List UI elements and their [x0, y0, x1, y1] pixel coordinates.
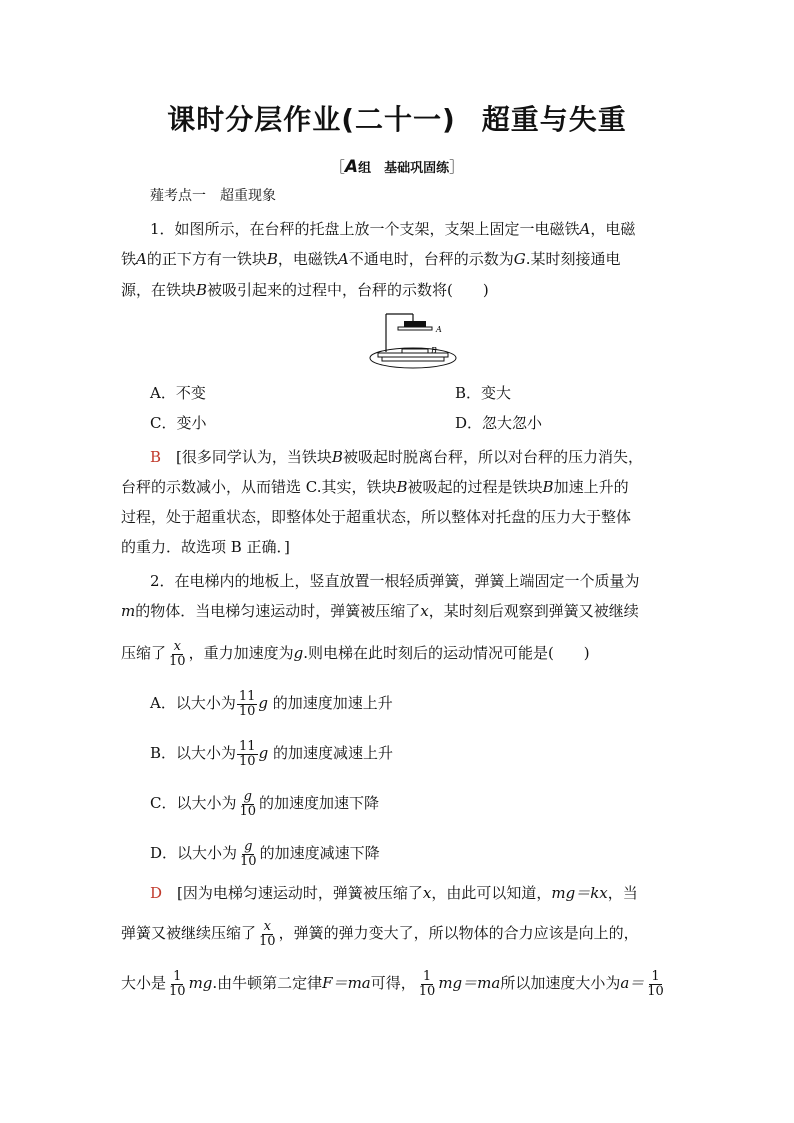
q2-option-d [150, 838, 380, 869]
q2-text: [因为电梯匀速运动时，弹簧被压缩了 [177, 884, 423, 902]
electromagnet-a [404, 321, 426, 327]
fraction [237, 740, 258, 769]
q1-text: .某时刻接通电 [525, 250, 621, 268]
q1-text: ，电磁 [590, 220, 636, 238]
frac-den: 10 [259, 933, 276, 949]
fraction [238, 840, 259, 869]
q2-text: ，由此可以知道， [431, 884, 552, 902]
q2-text: 所以加速度大小为 [500, 974, 621, 992]
var: B [196, 281, 208, 299]
q2-text: 的物体．当电梯匀速运动时，弹簧被压缩了 [135, 602, 421, 620]
q1-text: 被吸起时脱离台秤，所以对台秤的压力消失， [342, 448, 643, 466]
q1-option-c: C．变小 [150, 414, 207, 432]
q2-text: 可得， [370, 974, 416, 992]
label-a: A [436, 325, 442, 334]
frac-den: 10 [239, 753, 256, 769]
q2-text: 压缩了 [121, 644, 167, 662]
label-b: B [431, 346, 437, 355]
q2-answer: D [150, 884, 163, 902]
q1-explanation-3: 过程，处于超重状态，即整体处于超重状态，所以整体对托盘的压力大于整体 [121, 508, 632, 526]
q2-option-a [150, 688, 393, 719]
title-main: 课时分层作业(二十一) [167, 103, 456, 136]
q1-text: 被吸引起来的过程中，台秤的示数将( ) [207, 281, 489, 299]
frac-den: 10 [239, 803, 257, 819]
q1-text: 加速上升的 [553, 478, 629, 496]
fraction [237, 790, 258, 819]
q1-option-b: B．变大 [455, 384, 512, 402]
var: g [258, 694, 268, 712]
q1-text: 台秤的示数减小，从而错选 C.其实，铁块 [121, 478, 397, 496]
var: B [542, 478, 554, 496]
equation: a＝ [620, 974, 645, 992]
q1-text: 1．如图所示，在台秤的托盘上放一个支架，支架上固定一电磁铁 [150, 220, 580, 238]
q2-text: B．以大小为 [150, 744, 237, 762]
fraction [167, 640, 188, 669]
group-letter: A [344, 157, 359, 177]
var: B [396, 478, 408, 496]
q2-text: D．以大小为 [150, 844, 238, 862]
fraction [645, 970, 666, 999]
frac-den: 10 [169, 983, 186, 999]
q2-text: 大小是 [121, 974, 167, 992]
q2-text: ，某时刻后观察到弹簧又被继续 [428, 602, 639, 620]
frac-num: x [263, 918, 271, 934]
q2-explanation-3 [121, 968, 667, 999]
q2-text: 弹簧又被继续压缩了 [121, 924, 257, 942]
q2-line-3 [121, 638, 590, 669]
q1-text: 源，在铁块 [121, 281, 197, 299]
var: g [293, 644, 304, 662]
fraction [167, 970, 188, 999]
fraction [257, 920, 278, 949]
q2-text: A．以大小为 [150, 694, 236, 712]
q1-line-1 [150, 219, 635, 239]
q2-option-b [150, 738, 393, 769]
var: A [136, 250, 147, 268]
frac-den: 10 [647, 983, 664, 999]
scale-diagram [368, 306, 458, 372]
q1-text: 铁 [121, 250, 137, 268]
var: G [513, 250, 526, 268]
equation: mg＝ma [438, 974, 501, 992]
q2-text: 的加速度加速上升 [272, 694, 393, 712]
var: B [331, 448, 343, 466]
q1-text: 的正下方有一铁块 [146, 250, 267, 268]
q2-text: ，重力加速度为 [188, 644, 294, 662]
q2-text: C．以大小为 [150, 794, 237, 812]
frac-num: 11 [238, 688, 256, 704]
var: B [266, 250, 278, 268]
q2-text: ，当 [607, 884, 638, 902]
bracket-close: ］ [449, 158, 465, 176]
page-title [0, 98, 794, 138]
q2-text: 的加速度加速下降 [259, 794, 380, 812]
fraction [417, 970, 438, 999]
q1-line-2 [121, 249, 621, 269]
frac-num: 1 [422, 968, 432, 984]
frac-num: g [243, 788, 252, 804]
frac-num: 1 [651, 968, 660, 984]
q1-text: 不通电时，台秤的示数为 [348, 250, 514, 268]
q2-explanation-1 [150, 883, 638, 903]
var: mg [188, 974, 213, 992]
frac-den: 10 [418, 983, 436, 999]
group-label: 组 基础巩固练 [358, 161, 450, 176]
var: A [579, 220, 591, 238]
var: x [422, 884, 432, 902]
q1-explanation-4: 的重力．故选项 B 正确．] [121, 538, 290, 556]
equation: mg＝kx [551, 884, 608, 902]
group-tag [0, 156, 794, 177]
frac-den: 10 [169, 653, 186, 669]
frac-num: x [173, 638, 181, 654]
var: g [258, 744, 269, 762]
frac-den: 10 [240, 853, 257, 869]
q1-option-a: A．不变 [150, 384, 206, 402]
q2-text: ，弹簧的弹力变大了，所以物体的合力应该是向上的， [278, 924, 639, 942]
var: A [337, 250, 349, 268]
q2-line-1: 2．在电梯内的地板上，竖直放置一根轻质弹簧，弹簧上端固定一个质量为 [150, 572, 640, 590]
frac-num: g [244, 838, 253, 854]
q1-text: [很多同学认为，当铁块 [176, 448, 332, 466]
fraction [237, 690, 258, 719]
frac-num: 11 [239, 738, 256, 754]
q2-text: .由牛顿第二定律 [212, 974, 323, 992]
q1-answer: B [150, 448, 162, 466]
q1-text: ，电磁铁 [277, 250, 338, 268]
frac-num: 1 [173, 968, 182, 984]
q2-explanation-2 [121, 918, 639, 949]
bracket-open: ［ [329, 158, 345, 176]
frac-den: 10 [238, 703, 256, 719]
q2-line-2 [121, 601, 639, 621]
q1-text: 被吸起的过程是铁块 [407, 478, 543, 496]
q1-line-3 [121, 280, 489, 300]
equation: F＝ma [322, 974, 371, 992]
var: x [420, 602, 429, 620]
var: m [121, 602, 136, 620]
q2-text: 的加速度减速下降 [259, 844, 380, 862]
section-heading: 薤考点一 超重现象 [150, 188, 276, 204]
q1-option-d: D．忽大忽小 [455, 414, 543, 432]
q1-explanation-2 [121, 477, 629, 497]
q1-explanation-1 [150, 447, 643, 467]
q2-option-c [150, 788, 379, 819]
title-sub: 超重与失重 [481, 103, 627, 136]
iron-block-b [402, 349, 428, 353]
q2-text: 的加速度减速上升 [272, 744, 393, 762]
q2-text: .则电梯在此时刻后的运动情况可能是( ) [303, 644, 590, 662]
